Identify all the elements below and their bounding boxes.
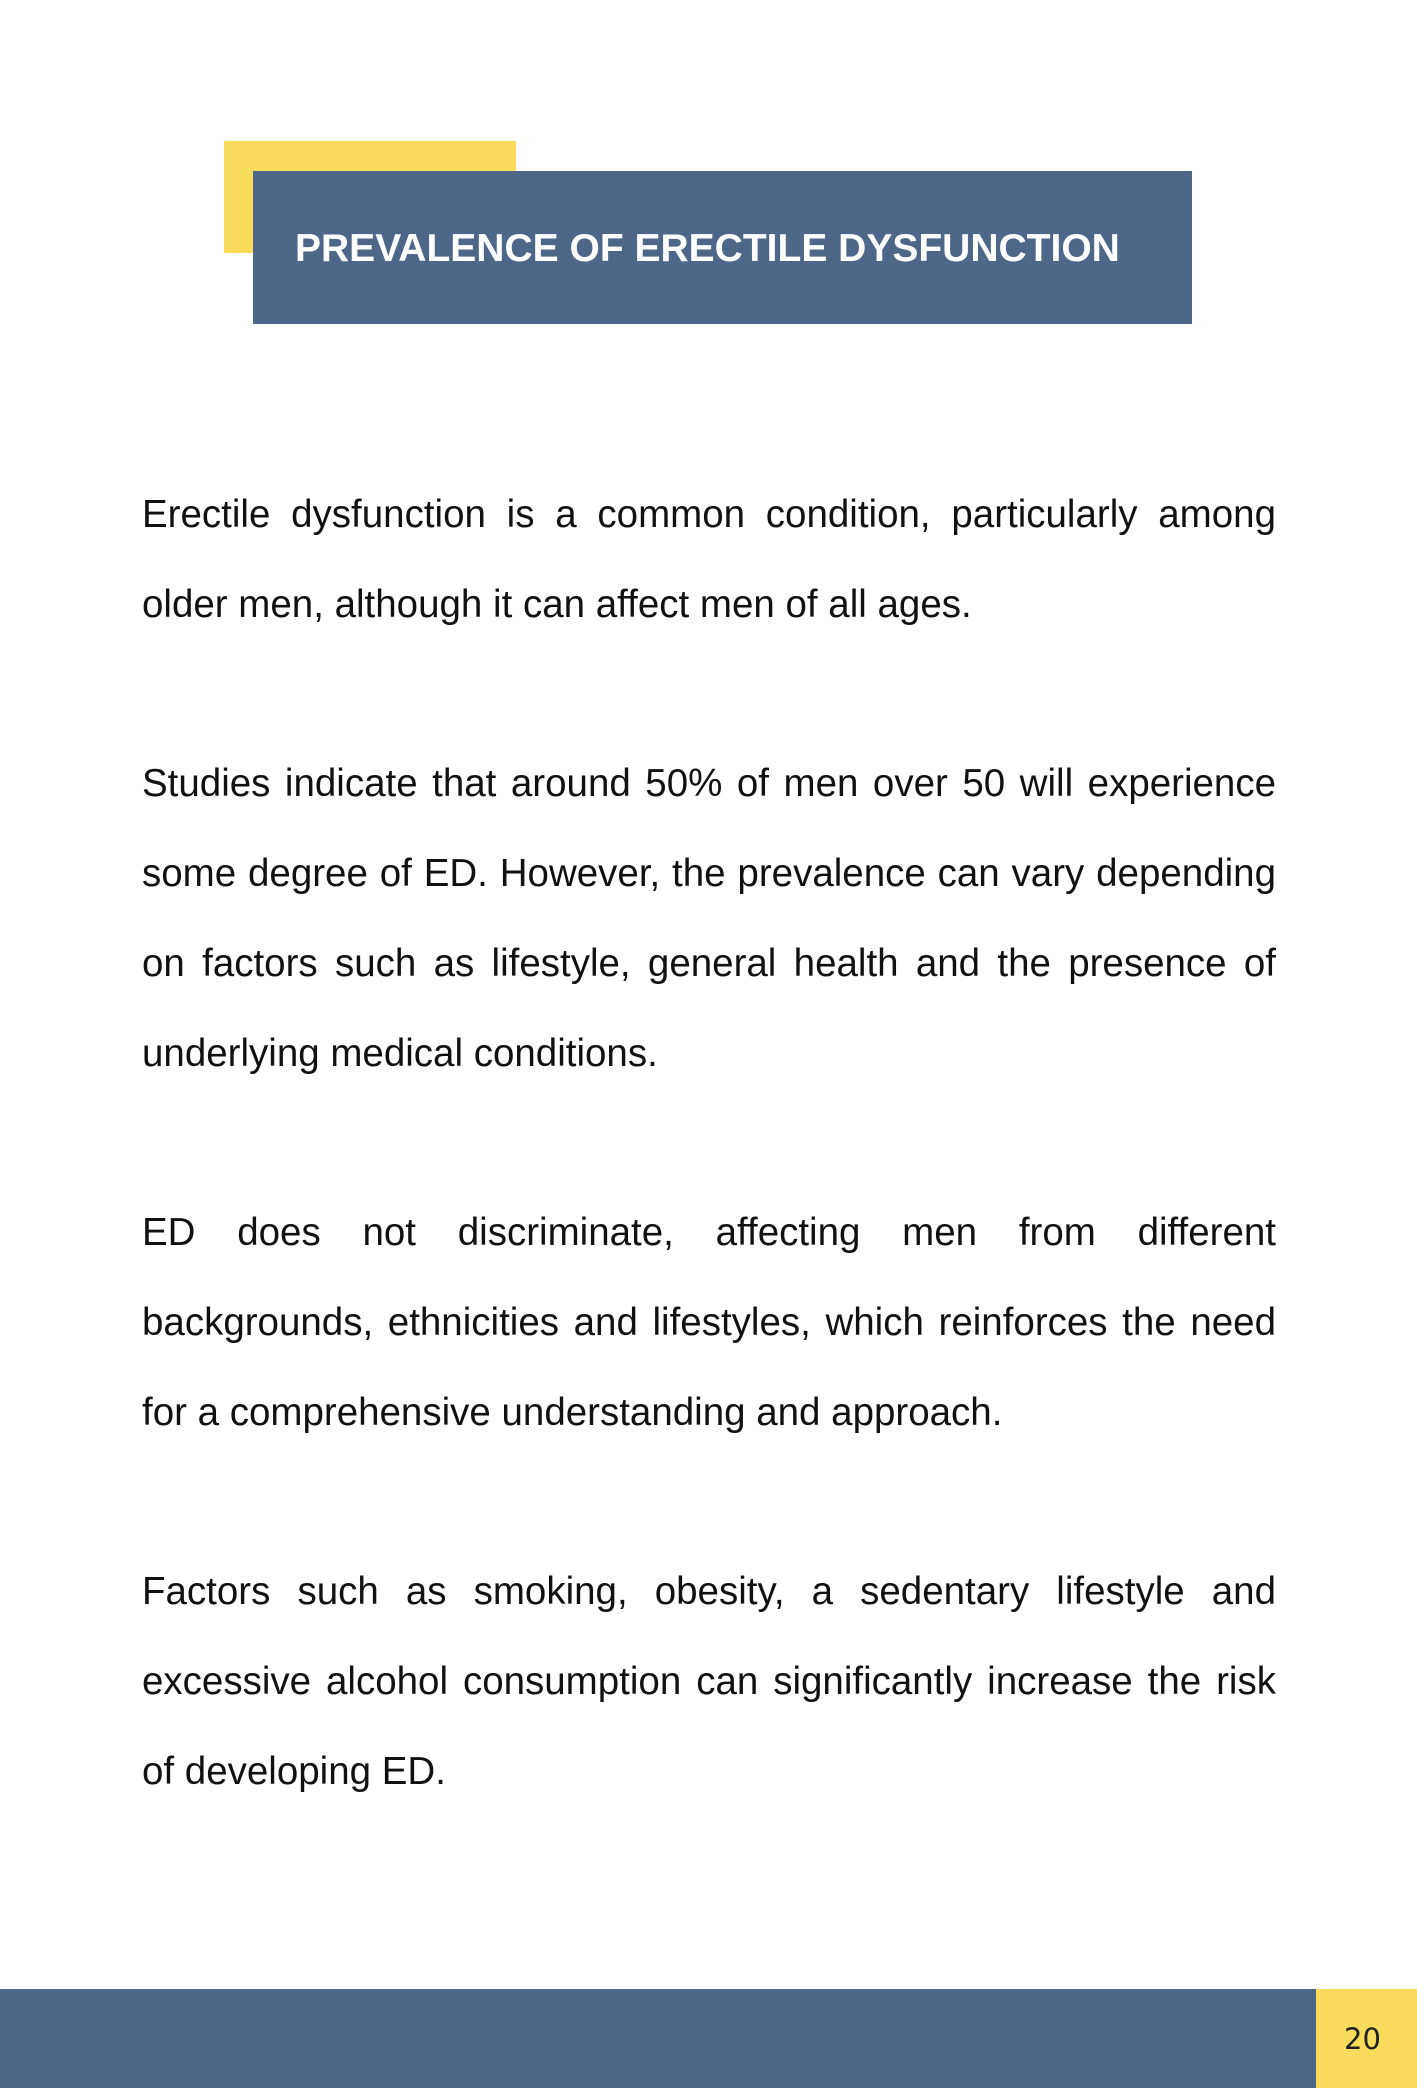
paragraph-3: ED does not discriminate, affecting men from different backgrounds, ethnicities and lifestyles, which reinforces the need for a comprehensive understanding and approach. [142, 1211, 1276, 1434]
page-number-box [1316, 1989, 1417, 2088]
paragraph-2: Studies indicate that around 50% of men over 50 will experience some degree of ED. However, the prevalence can vary depending on factors such as lifestyle, general health and the presence of underlying medical conditions. [142, 762, 1276, 1075]
paragraph-4: Factors such as smoking, obesity, a sedentary lifestyle and excessive alcohol consumption can significantly increase the risk of developing ED. [142, 1570, 1276, 1793]
page-number: 20 [1344, 2021, 1381, 2056]
page-title: PREVALENCE OF ERECTILE DYSFUNCTION [295, 227, 1120, 270]
title-banner [253, 171, 1192, 324]
footer-bar [0, 1989, 1316, 2088]
paragraph-1: Erectile dysfunction is a common condition, particularly among older men, although it can affect men of all ages. [142, 493, 1276, 626]
body-content [142, 470, 1276, 1906]
